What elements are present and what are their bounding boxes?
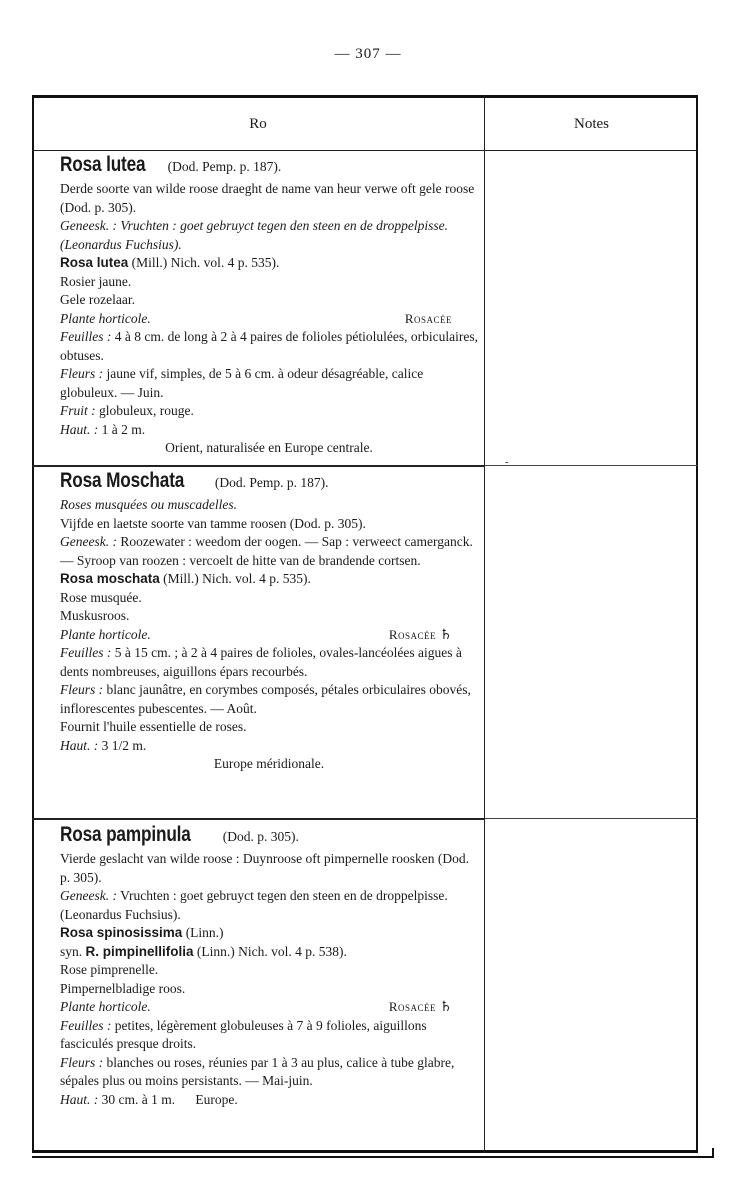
entry-text: Rosa moschata (Mill.) Nich. vol. 4 p. 535).	[60, 571, 311, 586]
entry-text: Haut. : 1 à 2 m.	[60, 421, 146, 437]
header-rule	[32, 150, 698, 151]
species-reference: (Dod. p. 305).	[222, 829, 299, 844]
bottom-tick	[712, 1148, 714, 1158]
entry-divider	[32, 818, 484, 820]
entry-text: Haut. : 30 cm. à 1 m. Europe.	[60, 1091, 238, 1107]
entry-text: Rosa spinosissima (Linn.)	[60, 925, 224, 940]
entry-text: Europe méridionale.	[213, 756, 325, 771]
entry-divider	[32, 465, 484, 467]
entry-text: Rosa lutea (Mill.) Nich. vol. 4 p. 535).	[60, 255, 280, 270]
entry-text: Roses musquées ou muscadelles.	[60, 497, 237, 512]
entry-text: Geneesk. : Vruchten : goet gebruyct tegen den steen en de droppelpisse. (Leonardus Fuchsius).	[60, 888, 448, 922]
entry-text: Geneesk. : Roozewater : weedom der oogen. — Sap : verweect camerganck. — Syroop van roozen : vercoelt de hitte van de brandende cortsen.	[60, 534, 473, 568]
entry-text: Plante horticole. Rosacée ♄	[60, 999, 452, 1015]
column-header-ro: Ro	[249, 116, 267, 132]
entry-text: Fournit l'huile essentielle de roses.	[60, 719, 247, 734]
entry-text: Pimpernelbladige roos.	[60, 980, 186, 996]
column-divider	[484, 95, 485, 1153]
column-header-notes: Notes	[574, 116, 609, 132]
entry-text: Fleurs : blanc jaunâtre, en corymbes composés, pétales orbiculaires obovés, inflorescentes pubescentes. — Août.	[60, 682, 471, 716]
entry-text: Feuilles : petites, légèrement globuleuses à 7 à 9 folioles, aiguillons fasciculés presque droits.	[60, 1017, 427, 1051]
bottom-rule	[32, 1156, 712, 1158]
entry-text: Fleurs : jaune vif, simples, de 5 à 6 cm. à odeur désagréable, calice globuleux. — Juin.	[60, 366, 424, 400]
entry-text: Feuilles : 5 à 15 cm. ; à 2 à 4 paires de folioles, ovales-lancéolées aigues à dents nombreuses, aiguillons épars recourbés.	[60, 645, 462, 679]
species-reference: (Dod. Pemp. p. 187).	[167, 159, 282, 174]
entry-text: Muskusroos.	[60, 608, 130, 623]
entry-text: Geneesk. : Vruchten : goet gebruyct tegen den steen en de droppelpisse. (Leonardus Fuchsius).	[60, 218, 448, 252]
entry-rosa-lutea	[60, 152, 478, 458]
entry-text: Rosier jaune.	[60, 273, 132, 289]
entry-text: Rose musquée.	[60, 589, 142, 605]
entry-rosa-moschata	[60, 468, 478, 774]
entry-text: Feuilles : 4 à 8 cm. de long à 2 à 4 paires de folioles pétiolulées, orbiculaires, obtuses.	[60, 329, 478, 363]
entry-text: Plante horticole. Rosacée ♄	[60, 626, 452, 643]
entry-text: Vijfde en laetste soorte van tamme roosen (Dod. p. 305).	[60, 515, 366, 531]
page-number: — 307 —	[334, 46, 402, 62]
species-name: Rosa pampinula	[60, 823, 191, 846]
entry-text: syn. R. pimpinellifolia (Linn.) Nich. vol. 4 p. 538).	[60, 943, 347, 959]
entry-text: Vierde geslacht van wilde roose : Duynroose oft pimpernelle roosken (Dod. p. 305).	[60, 851, 469, 885]
entry-text: Plante horticole. Rosacée	[60, 310, 452, 326]
shrub-symbol: ♄	[439, 626, 452, 643]
shrub-symbol: ♄	[439, 999, 452, 1015]
notes-mark: -	[505, 457, 509, 468]
entry-text: Haut. : 3 1/2 m.	[60, 737, 147, 753]
notes-divider	[485, 818, 698, 819]
entry-text: Gele rozelaar.	[60, 292, 135, 307]
entry-text: Fruit : globuleux, rouge.	[60, 403, 194, 418]
entry-text: Derde soorte van wilde roose draeght de name van heur verwe oft gele roose (Dod. p. 305).	[60, 181, 475, 215]
entry-text: Fleurs : blanches ou roses, réunies par 1 à 3 au plus, calice à tube glabre, sépales plus ou moins persistants. — Mai-juin.	[60, 1054, 455, 1088]
entry-text: Rose pimprenelle.	[60, 962, 159, 977]
species-name: Rosa lutea	[60, 153, 146, 176]
entry-rosa-pampinula	[60, 822, 478, 1109]
entry-text: Orient, naturalisée en Europe centrale.	[165, 440, 373, 455]
species-name: Rosa Moschata	[60, 469, 185, 492]
notes-divider	[485, 465, 698, 466]
species-reference: (Dod. Pemp. p. 187).	[214, 475, 329, 490]
